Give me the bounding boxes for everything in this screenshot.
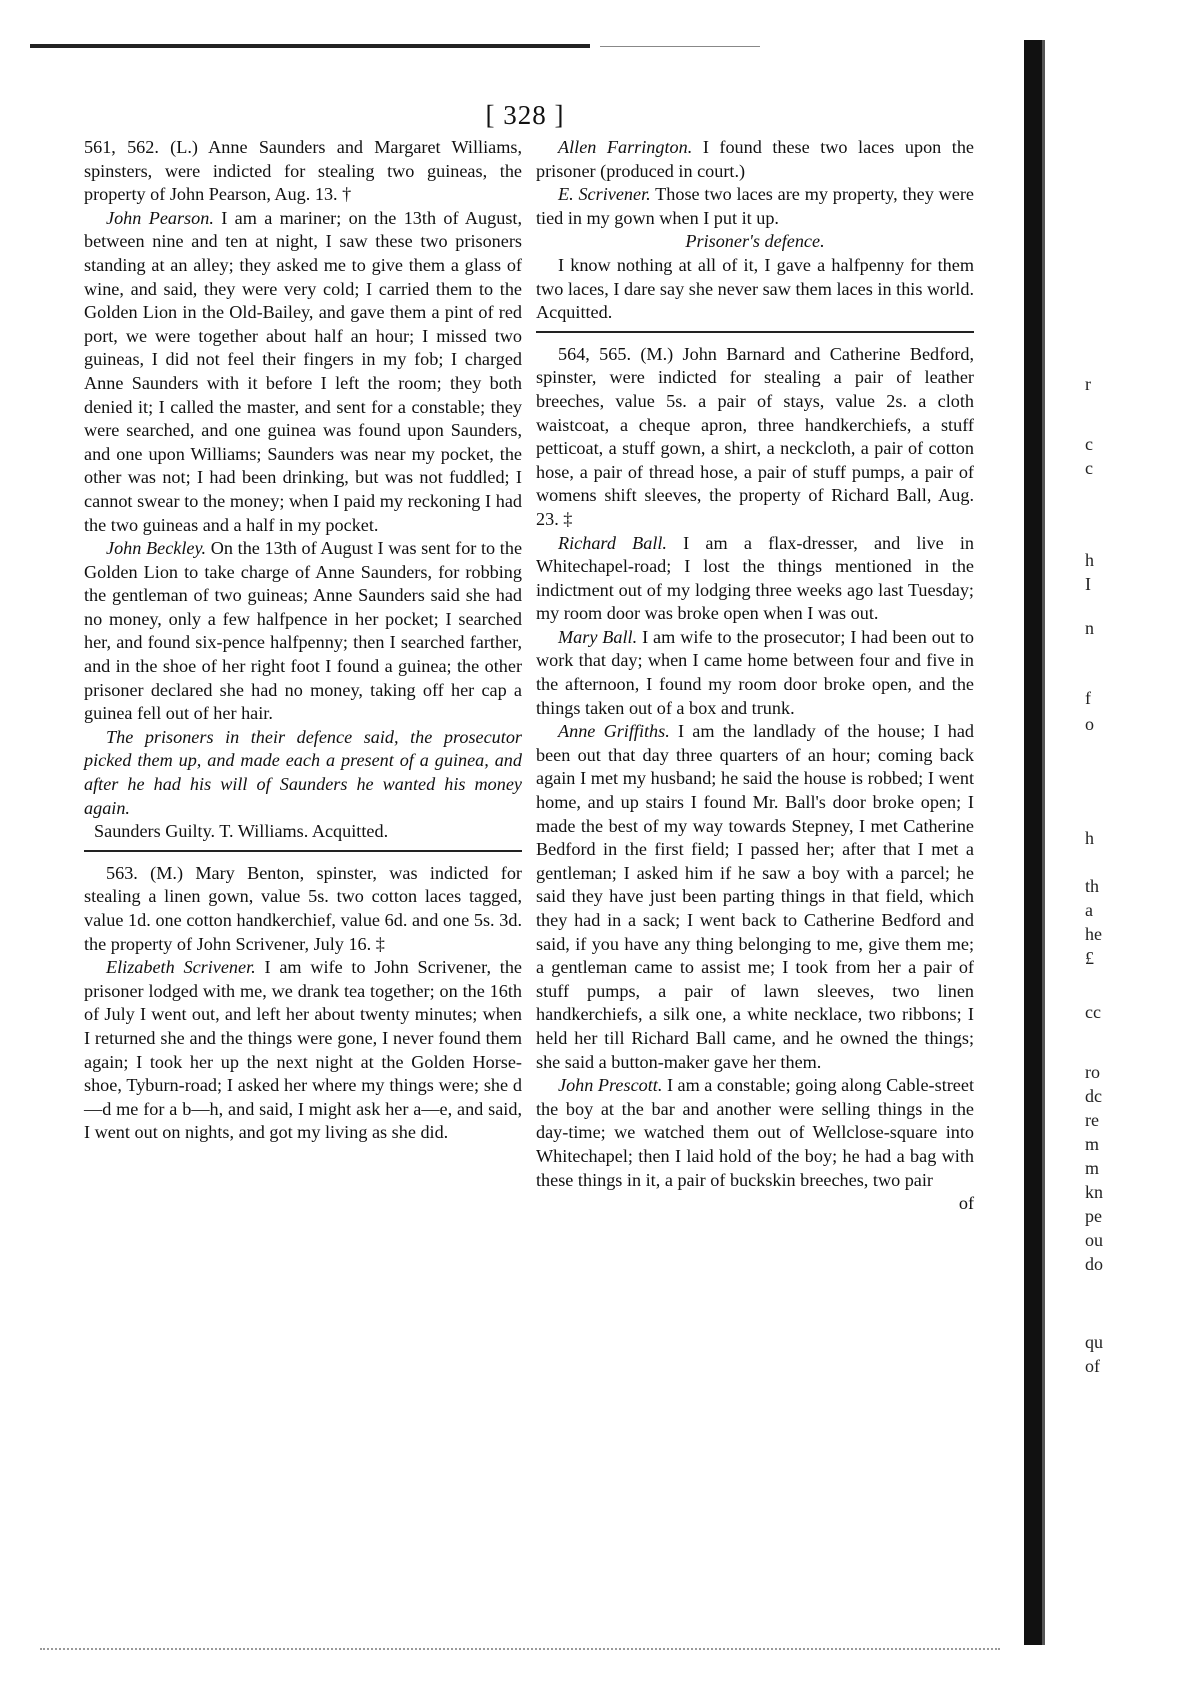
margin-fragment: m — [1085, 1158, 1100, 1178]
testimony-text: I found these two laces upon the prisoner (produced in court.) — [536, 137, 974, 181]
margin-fragment: re — [1085, 1110, 1099, 1130]
margin-fragment: qu — [1085, 1332, 1103, 1352]
margin-fragment: c — [1085, 458, 1093, 478]
testimony-text: On the 13th of August I was sent for to the Golden Lion to take charge of Anne Saunders, for robbing the gentleman of two guineas; Anne Saunders said she had no money, only a few halfpence in her pocket; I searched her, and found six-pence halfpenny; then I searched farther, and in the shoe of her right foot I found a guinea; the other prisoner declared she had no money, taking off her cap a guinea fell out of her hair. — [84, 538, 523, 724]
witness-name: Elizabeth Scrivener. — [106, 957, 256, 978]
margin-fragment: h — [1085, 828, 1094, 848]
testimony-paragraph — [84, 956, 522, 1145]
witness-name: Allen Farrington. — [558, 137, 693, 157]
binding-shadow-edge — [1042, 40, 1045, 1645]
testimony-paragraph — [536, 1074, 974, 1192]
top-border-rule — [30, 44, 590, 48]
testimony-text: I am wife to John Scrivener, the prisoner lodged with me, we drank tea together; on the 16th of July I went out, and left her about twenty minutes; when I returned she and the things were gone, I never found them again; I took her up the next night at the Golden Horse-shoe, Tyburn-road; I asked her where my things were; she d—d me for a b—h, and said, I might ask her a—e, and said, I went out on nights, and got my living as she did. — [84, 957, 522, 1143]
margin-fragment: n — [1085, 618, 1094, 638]
testimony-paragraph — [536, 626, 974, 720]
testimony-paragraph — [536, 532, 974, 626]
margin-fragment: I — [1085, 574, 1091, 594]
testimony-paragraph — [536, 183, 974, 230]
witness-name: E. Scrivener. — [558, 184, 651, 205]
margin-fragment: of — [1085, 1356, 1100, 1376]
case-paragraph: I know nothing at all of it, I gave a halfpenny for them two laces, I dare say she never saw them laces in this world. Acquitted. — [536, 254, 974, 323]
testimony-text: I am wife to the prosecutor; I had been out to work that day; when I came home between four and five in the afternoon, I found my room door broke open, and the things taken out of a box and trunk. — [536, 626, 975, 718]
testimony-text: I am a mariner; on the 13th of August, between nine and ten at night, I saw these two prisoners standing at an alley; they asked me to give them a glass of wine, and said, they were very cold; I carried them to the Golden Lion in the Old-Bailey, and gave them a pint of red port, we were together about half an hour; I missed two guineas, I did not feel their fingers in my fob; I charged Anne Saunders with it before I left the room; they both denied it; I called the master, and sent for a constable; they were searched, and one guinea was found upon Saunders, and one upon Williams; Saunders was near my pocket, the other was not; I had been drinking, but was not fuddled; I cannot swear to the money; when I paid my reckoning I had the two guineas and a half in my pocket. — [84, 207, 522, 535]
section-heading: Prisoner's defence. — [685, 231, 825, 252]
witness-name: Anne Griffiths. — [558, 721, 670, 742]
testimony-text: I am a constable; going along Cable-street the boy at the bar and another were selling things in the day-time; we watched them out of Wellclose-square into Whitechapel; then I laid hold of the boy; he had a bag with these things in it, a pair of buckskin breeches, two pair — [536, 1075, 975, 1190]
margin-fragment: kn — [1085, 1182, 1103, 1202]
margin-fragment: o — [1085, 714, 1094, 734]
testimony-text: I am a flax-dresser, and live in Whitechapel-road; I lost the things mentioned in the indictment out of my lodging three weeks ago last Tuesday; my room door was broke open when I was out. — [536, 532, 975, 624]
margin-fragment: m — [1085, 1134, 1100, 1154]
witness-name: John Prescott. — [558, 1075, 663, 1096]
witness-name: Richard Ball. — [558, 532, 667, 553]
page-number: [ 328 ] — [485, 100, 565, 130]
case-paragraph: 563. (M.) Mary Benton, spinster, was indicted for stealing a linen gown, value 5s. two cotton laces tagged, value 1d. one cotton handkerchief, value 6d. and one 5s. 3d. the property of John Scrivener, July 16. ‡ — [84, 862, 522, 954]
case-paragraph: 564, 565. (M.) John Barnard and Catherine Bedford, spinster, were indicted for stealing a pair of leather breeches, value 5s. a pair of stays, value 2s. a cloth waistcoat, a cheque apron, three handkerchiefs, a stuff petticoat, a stuff gown, a shirt, a neckcloth, a pair of cotton hose, a pair of thread hose, a pair of stuff pumps, a pair of womens shift sleeves, the property of Richard Ball, Aug. 23. ‡ — [536, 343, 974, 529]
margin-fragment: dc — [1085, 1086, 1102, 1106]
testimony-text: Those two laces are my property, they were tied in my gown when I put it up. — [536, 184, 974, 228]
testimony-paragraph — [536, 136, 974, 183]
margin-fragment: h — [1085, 550, 1094, 570]
margin-fragment: c — [1085, 434, 1093, 454]
margin-fragment: £ — [1085, 948, 1094, 968]
witness-name: Mary Ball. — [558, 626, 638, 647]
margin-fragment: pe — [1085, 1206, 1102, 1226]
defence-summary: The prisoners in their defence said, the prosecutor picked them up, and made each a present of a guinea, and after he had his will of Saunders he wanted his money again. — [84, 726, 522, 818]
margin-fragment: th — [1085, 876, 1100, 896]
top-border-rule-faint — [600, 46, 760, 47]
margin-fragment: he — [1085, 924, 1102, 944]
case-paragraph: 561, 562. (L.) Anne Saunders and Margaret Williams, spinsters, were indicted for stealing two guineas, the property of John Pearson, Aug. 13. † — [84, 137, 522, 205]
testimony-text: I am the landlady of the house; I had been out that day three quarters of an hour; coming back again I met my husband; he said the house is robbed; I went home, and up stairs I found Mr. Ball's door broke open; I made the best of my way towards Stepney, I met Catherine Bedford in the first field; I passed her; after that I met a gentleman; I asked him if he saw a boy with a parcel; he said they have just been parting things in that field, which they had in a sack; I went back to Catherine Bedford and said, if you have any thing belonging to me, give them me; a gentleman came to assist me; I took from her a pair of stuff pumps, a pair of lawn sleeves, two linen handkerchiefs, a silk one, a white necklace, two ribbons; I held her till Richard Ball came, and he owned the things; she said a button-maker gave her them. — [536, 721, 974, 1072]
margin-fragment: ou — [1085, 1230, 1103, 1250]
testimony-paragraph — [84, 537, 522, 726]
margin-fragment: f — [1085, 688, 1091, 708]
section-divider — [536, 331, 974, 333]
section-divider — [84, 850, 522, 852]
margin-fragment: a — [1085, 900, 1093, 920]
left-column — [84, 136, 522, 1145]
binding-shadow — [1024, 40, 1042, 1645]
catchword: of — [958, 1193, 974, 1214]
margin-fragment: r — [1085, 374, 1091, 394]
verdict-line: Saunders Guilty. T. Williams. Acquitted. — [94, 821, 389, 842]
margin-fragment: do — [1085, 1254, 1103, 1274]
right-column — [536, 136, 974, 1216]
witness-name: John Pearson. — [106, 207, 214, 228]
margin-fragment: ro — [1085, 1062, 1100, 1082]
testimony-paragraph — [536, 720, 974, 1074]
witness-name: John Beckley. — [106, 538, 207, 559]
margin-fragment: cc — [1085, 1002, 1101, 1022]
bottom-border-speckle — [40, 1648, 1000, 1652]
testimony-paragraph — [84, 207, 522, 537]
